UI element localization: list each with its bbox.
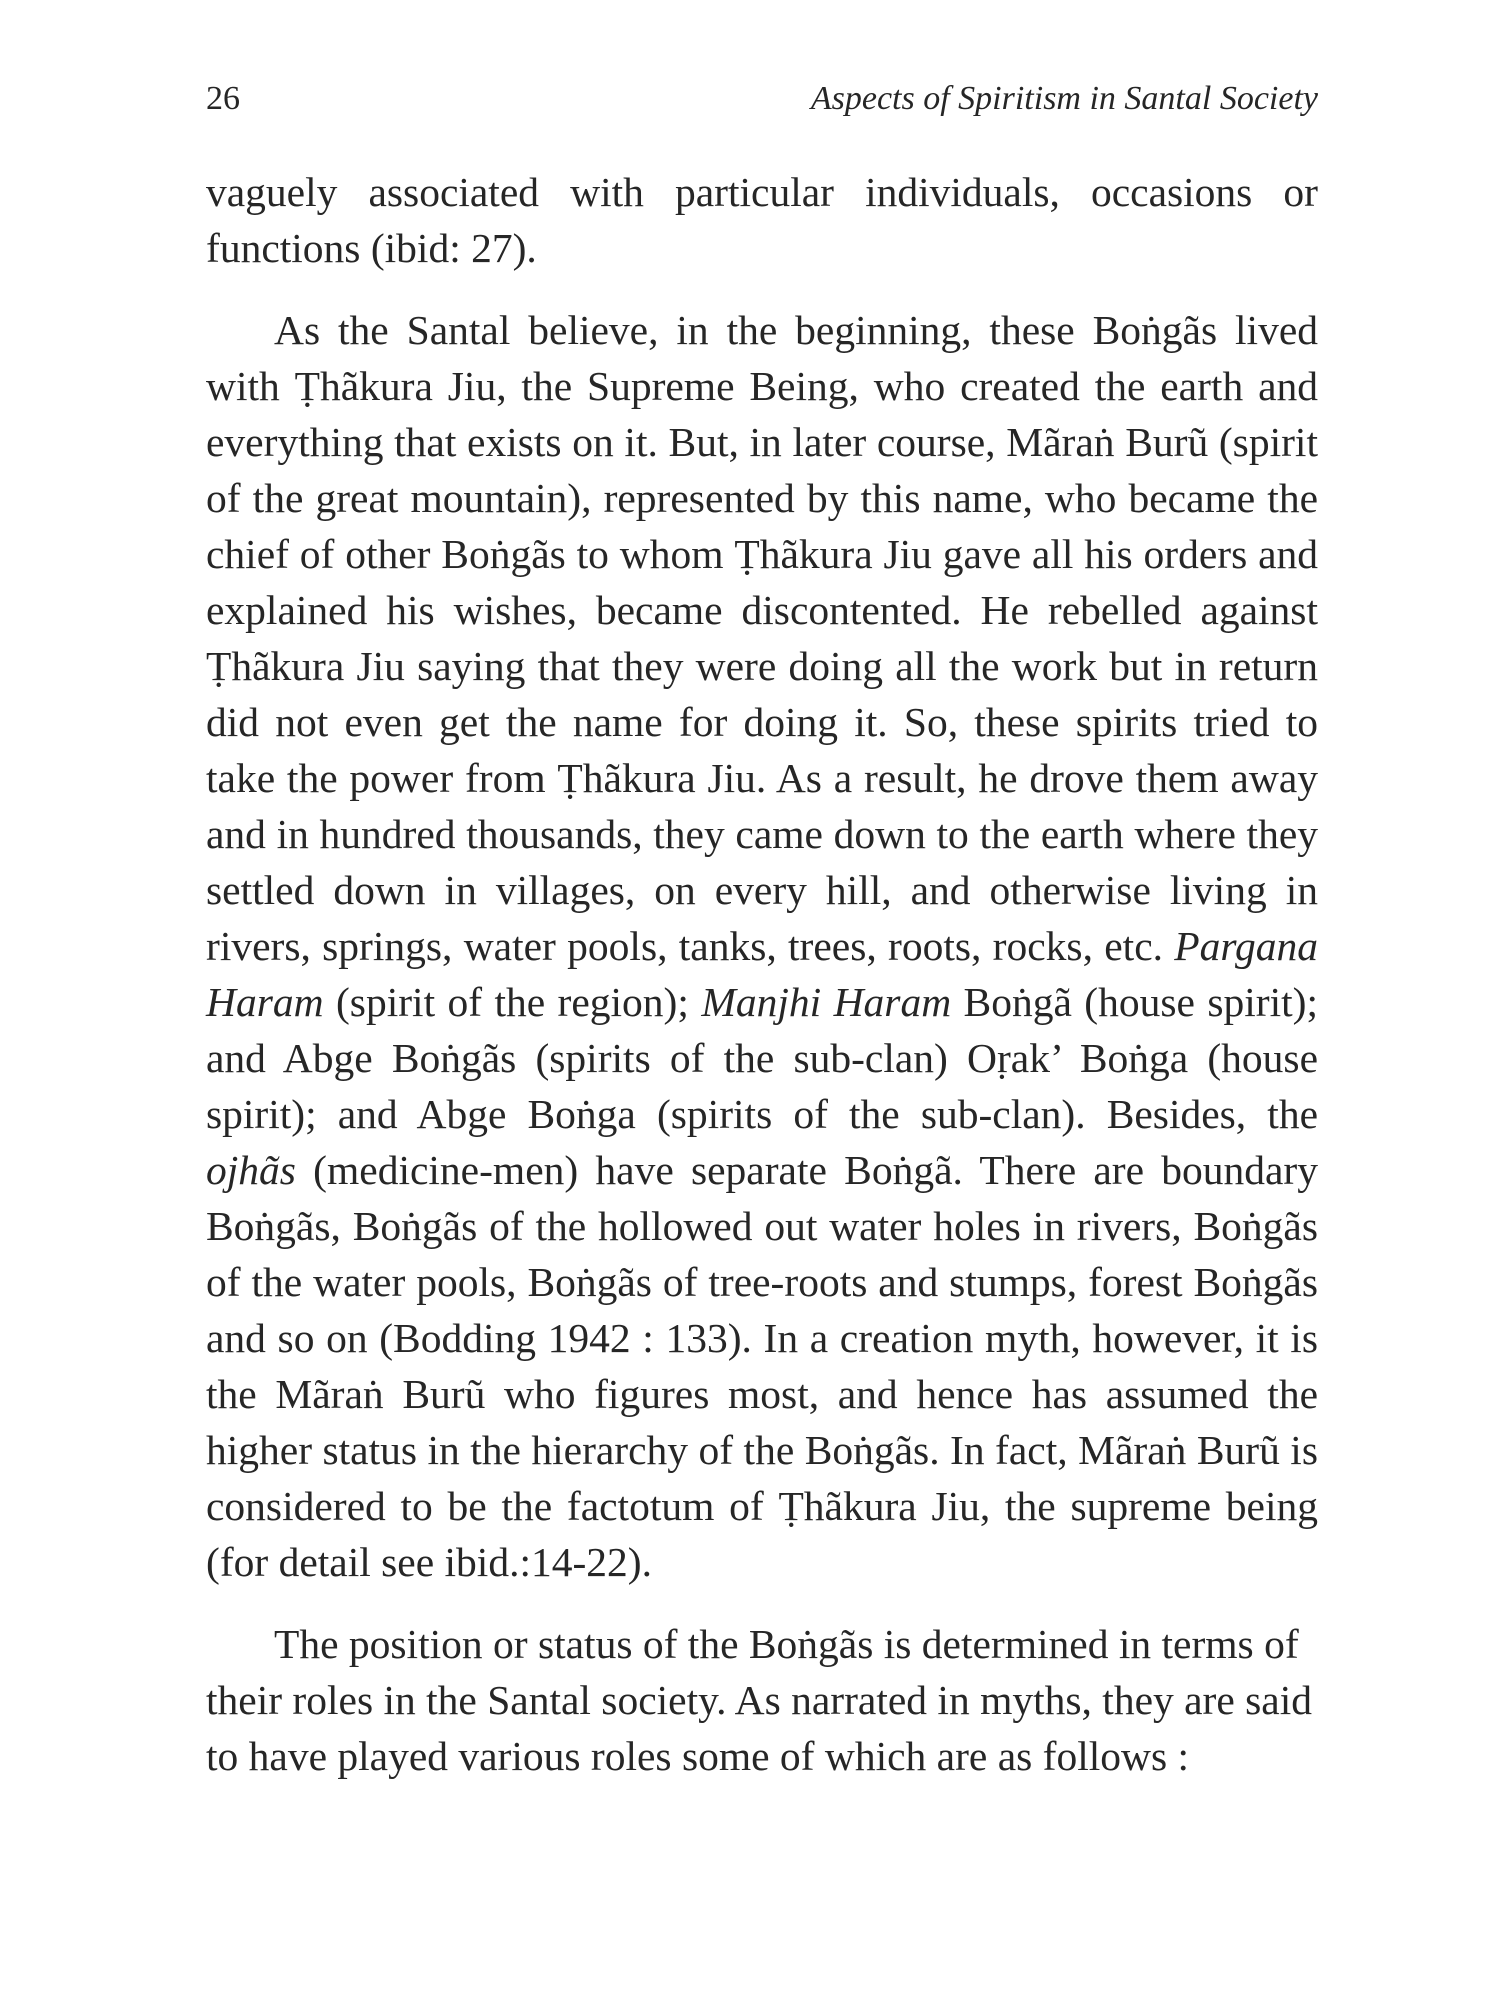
- text-run: (spirit of the region);: [323, 979, 702, 1025]
- italic-term: Pargana Haram: [206, 923, 1318, 1025]
- book-title: Aspects of Spiritism in Santal Society: [810, 80, 1318, 117]
- paragraph-bongas-origin: [206, 302, 1318, 1590]
- text-run: (medicine-men) have separate Boṅgã. There are boundary Boṅgãs, Boṅgãs of the hollowed out water holes in rivers, Boṅgãs of the water pools, Boṅgãs of tree-roots and stumps, forest Boṅgãs and so on (Bodding 1942 : 133). In a creation myth, however, it is the Mãraṅ Burũ who figures most, and hence has assumed the higher status in the hierarchy of the Boṅgãs. In fact, Mãraṅ Burũ is considered to be the factotum of Ṭhãkura Jiu, the supreme being (for detail see ibid.:14-22).: [206, 1147, 1318, 1585]
- paragraph-continued: vaguely associated with particular individuals, occasions or functions (ibid: 27).: [206, 169, 1318, 271]
- italic-term: ojhãs: [206, 1147, 296, 1193]
- running-header: [206, 74, 1318, 124]
- text-run: Boṅgã (house spirit); and Abge Boṅgãs (spirits of the sub-clan) Oṛak’ Boṅga (house spirit); and Abge Boṅga (spirits of the sub-clan). Besides, the: [206, 979, 1318, 1137]
- paragraph-bongas-status: The position or status of the Boṅgãs is determined in terms of their roles in the Santal society. As narrated in myths, they are said to have played various roles some of which are as follows :: [206, 1621, 1312, 1779]
- page-number: 26: [206, 80, 240, 117]
- text-run: As the Santal believe, in the beginning, these Boṅgãs lived with Ṭhãkura Jiu, the Supreme Being, who created the earth and everything that exists on it. But, in later course, Mãraṅ Burũ (spirit of the great mountain), represented by this name, who became the chief of other Boṅgãs to whom Ṭhãkura Jiu gave all his orders and explained his wishes, became discontented. He rebelled against Ṭhãkura Jiu saying that they were doing all the work but in return did not even get the name for doing it. So, these spirits tried to take the power from Ṭhãkura Jiu. As a result, he drove them away and in hundred thousands, they came down to the earth where they settled down in villages, on every hill, and otherwise living in rivers, springs, water pools, tanks, trees, roots, rocks, etc.: [206, 307, 1318, 969]
- body-text: [206, 164, 1318, 1810]
- italic-term: Manjhi Haram: [701, 979, 952, 1025]
